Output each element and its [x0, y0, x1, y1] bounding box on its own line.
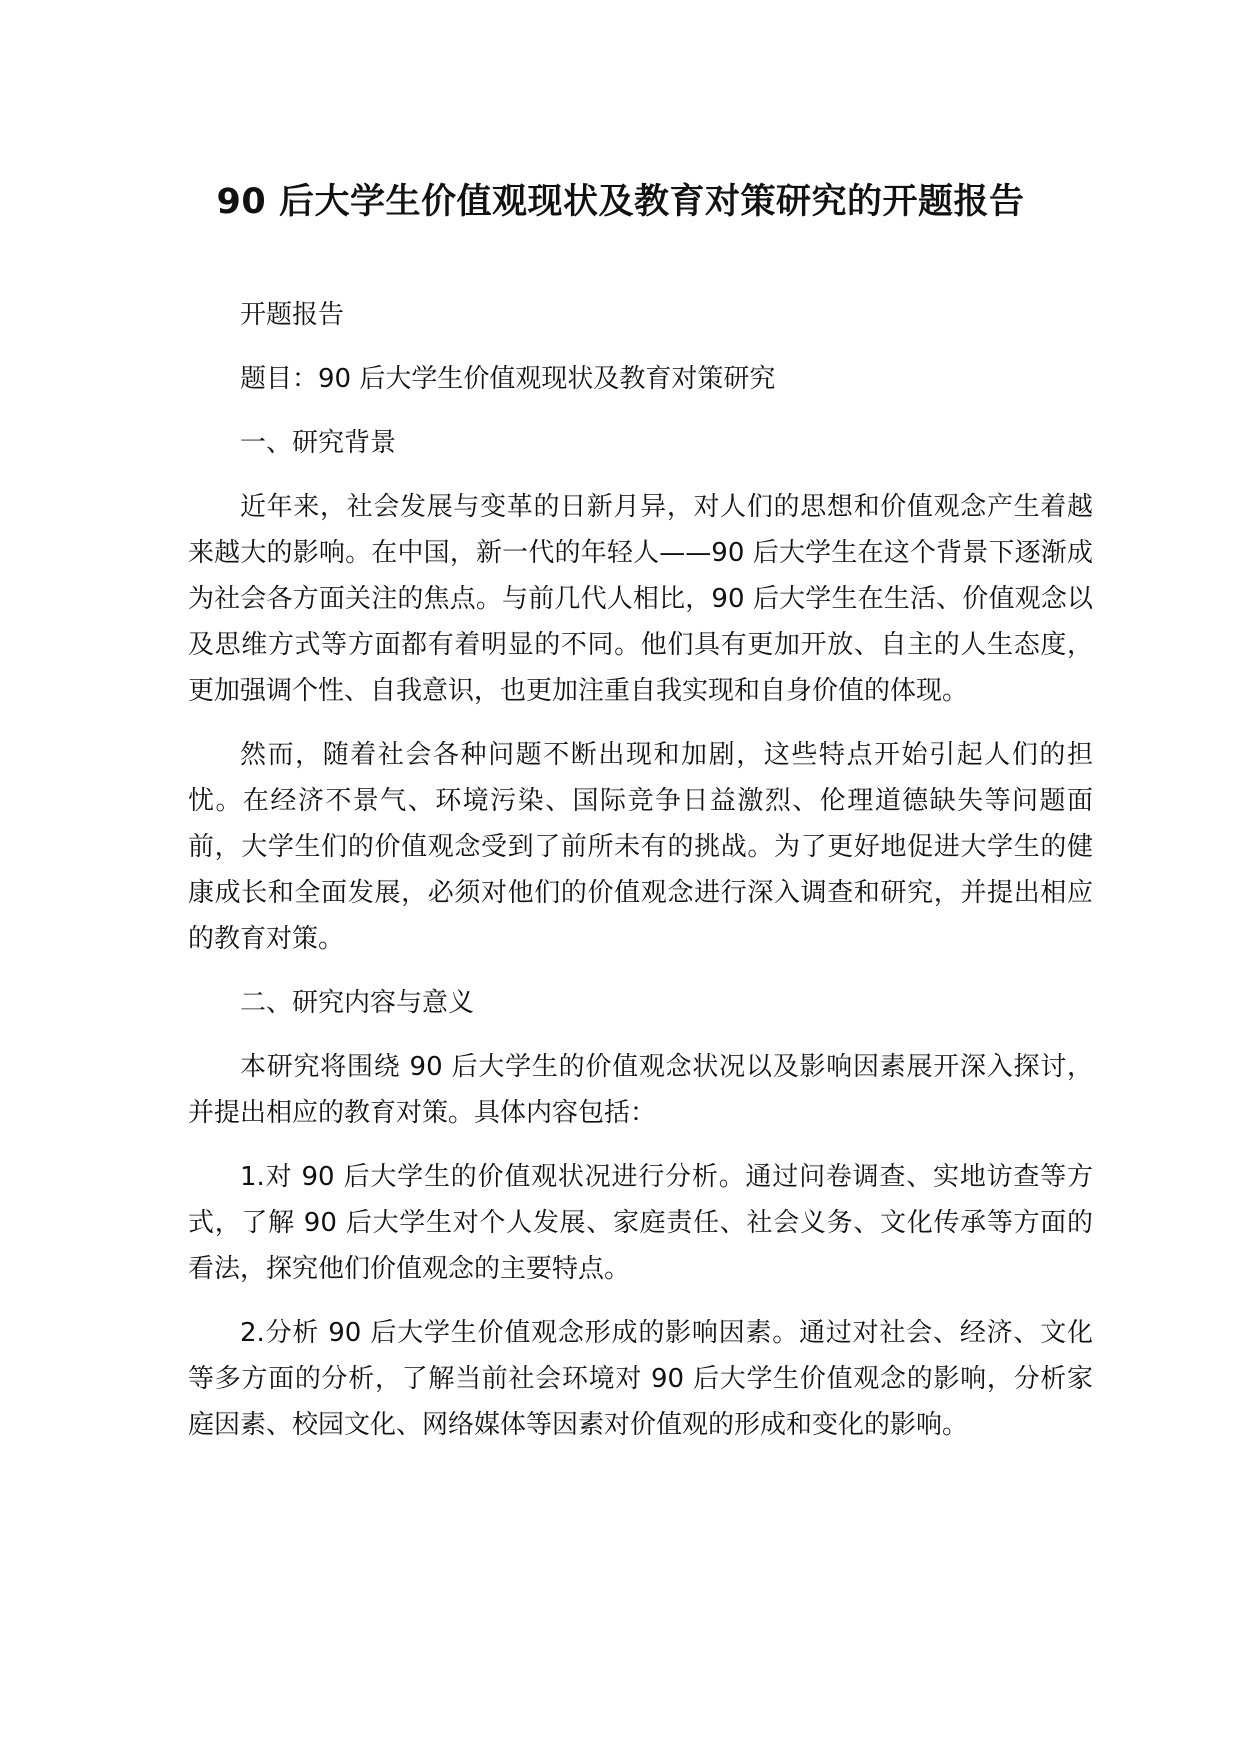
paragraph-report-label: 开题报告	[240, 300, 345, 330]
paragraph-content-intro: 本研究将围绕 90 后大学生的价值观念状况以及影响因素展开深入探讨，并提出相应的教育对策。具体内容包括：	[188, 1052, 1093, 1128]
paragraph-content-item-1: 1.对 90 后大学生的价值观状况进行分析。通过问卷调查、实地访查等方式，了解 90 后大学生对个人发展、家庭责任、社会义务、文化传承等方面的看法，探究他们价值观念的主要特点。	[188, 1162, 1093, 1284]
paragraph-background-1: 近年来，社会发展与变革的日新月异，对人们的思想和价值观念产生着越来越大的影响。在中国，新一代的年轻人——90 后大学生在这个背景下逐渐成为社会各方面关注的焦点。与前几代人相比，90 后大学生在生活、价值观念以及思维方式等方面都有着明显的不同。他们具有更加开放、自主的人生态度，更加强调个性、自我意识，也更加注重自我实现和自身价值的体现。	[188, 492, 1093, 706]
paragraph-content-item-2: 2.分析 90 后大学生价值观念形成的影响因素。通过对社会、经济、文化等多方面的分析，了解当前社会环境对 90 后大学生价值观念的影响，分析家庭因素、校园文化、网络媒体等因素对价值观的形成和变化的影响。	[188, 1318, 1093, 1440]
paragraph-topic: 题目：90 后大学生价值观现状及教育对策研究	[240, 364, 776, 394]
section-heading-background: 一、研究背景	[240, 428, 397, 458]
document-body	[188, 292, 1093, 1466]
paragraph-background-2: 然而，随着社会各种问题不断出现和加剧，这些特点开始引起人们的担忧。在经济不景气、环境污染、国际竞争日益激烈、伦理道德缺失等问题面前，大学生们的价值观念受到了前所未有的挑战。为了更好地促进大学生的健康成长和全面发展，必须对他们的价值观念进行深入调查和研究，并提出相应的教育对策。	[188, 740, 1093, 954]
section-heading-content: 二、研究内容与意义	[240, 988, 475, 1018]
document-title: 90 后大学生价值观现状及教育对策研究的开题报告	[216, 182, 1025, 222]
